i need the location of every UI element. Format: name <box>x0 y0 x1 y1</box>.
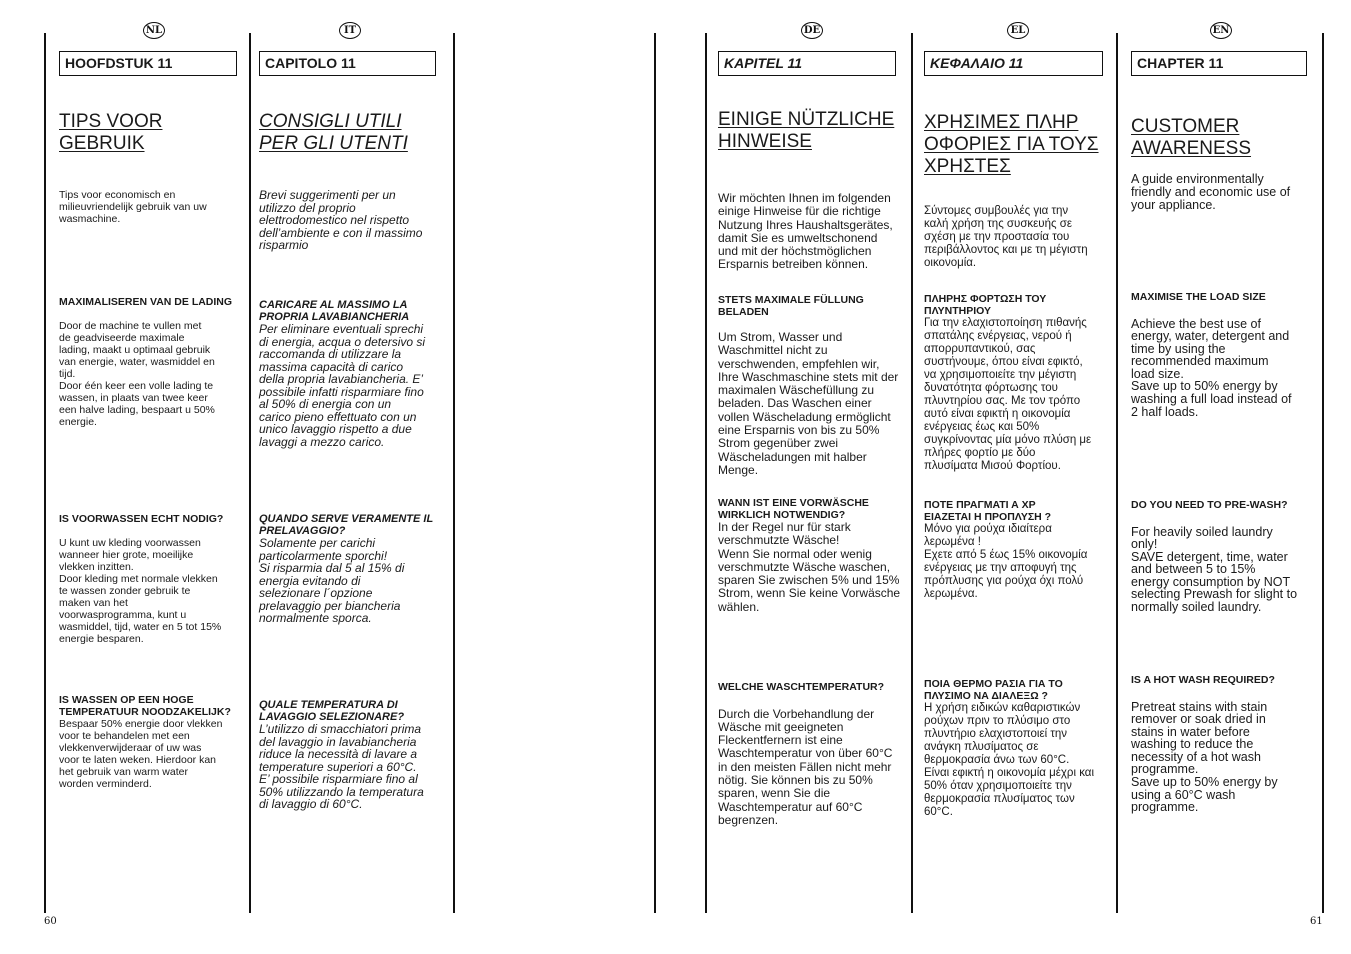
tip-body: Bespaar 50% energie door vlekken voor te behandelen met een vlekkenverwijderaar of uw was voor te laten weken. Hierdoor kan het gebruik van warm water worden verminderd. <box>59 718 223 790</box>
intro-text: A guide environmentally friendly and economic use of your appliance. <box>1131 172 1291 212</box>
column-divider <box>249 33 251 913</box>
tip-body: Solamente per carichi particolarmente sporchi! Si risparmia dal 5 al 15% di energia evitando di selezionare l´opzione prelavaggio per biancheria normalmente sporca. <box>259 536 405 625</box>
chapter-box: CHAPTER 11 <box>1131 51 1307 76</box>
column-divider <box>1322 33 1324 913</box>
column-divider <box>911 33 913 913</box>
tip-heading: ΠΛΗΡΗΣ ΦΟΡΤΩΣΗ ΤΟΥ ΠΛΥΝΤΗΡΙΟΥ <box>924 293 1047 317</box>
tip-section <box>924 500 1087 601</box>
tip-heading: MAXIMALISEREN VAN DE LADING <box>59 296 233 308</box>
tip-body: Η χρήση ειδικών καθαριστικών ρούχων πριν το πλύσιμο στο πλυντήριο ελαχιστοποιεί την ανάγκη πλυσίματος σε θερμοκρασία άνω των 60°C. Είναι εφικτή η οικονομία μέχρι και 50% όταν χρησιμοποιείτε την θερμοκρασία πλυσίματος των 60°C. <box>924 702 1095 818</box>
tip-section <box>259 700 424 811</box>
tip-body: Um Strom, Wasser und Waschmittel nicht zu verschwenden, empfehlen wir, Ihre Waschmaschine stets mit der maximalen Wäschefüllung zu beladen. Das Waschen einer vollen Wäscheladung ermöglicht eine Ersparnis von bis zu 50% Strom gegenüber zwei Wäscheladungen mit halber Menge. <box>718 330 899 477</box>
column-de <box>718 0 910 954</box>
chapter-box: CAPITOLO 11 <box>259 51 436 76</box>
tip-heading: WELCHE WASCHTEMPERATUR? <box>718 681 885 693</box>
tip-section <box>924 679 1094 819</box>
tip-body: Για την ελαχιστοποίηση πιθανής σπατάλης ενέργειας, νερού ή απορρυπαντικού, σας συστήνουμε, όπου είναι εφικτό, να χρησιμοποιείτε την μέγιστη δυνατότητα φόρτωσης του πλυντηρίου σας. Με τον τρόπο αυτό είναι εφικτή η οικονομία ενέργειας έως και 50% συγκρίνοντας μία μόνο πλύση με πλήρες φορτίο με δύο πλυσίματα Μισού Φορτίου. <box>924 317 1092 472</box>
tip-section <box>259 514 433 625</box>
tip-body: Door de machine te vullen met de geadviseerde maximale lading, maakt u optimaal gebruik van energie, water, wasmiddel en tijd. Door één keer een volle lading te wassen, in plaats van twee keer een halve lading, bespaart u 50% energie. <box>59 319 215 428</box>
column-divider <box>705 33 707 913</box>
column-el <box>924 0 1114 954</box>
tip-heading: ΠΟΙΑ ΘΕΡΜΟ ΡΑΣΙΑ ΓΙΑ ΤΟ ΠΛΥΣΙΜΟ ΝΑ ΔΙΑΛΕΞΩ ? <box>924 678 1063 702</box>
tip-body: Μόνο για ρούχα ιδιαίτερα λερωμένα ! Εχετε από 5 έως 15% οικονομία ενέργειας με την αποφυγή της πρόπλυσης για ρούχα όχι πολύ λερωμένα. <box>924 523 1088 600</box>
tip-body: For heavily soiled laundry only! SAVE detergent, time, water and between 5 to 15% energy consumption by NOT selecting Prewash for slight to normally soiled laundry. <box>1131 524 1298 615</box>
tip-section <box>718 295 898 477</box>
language-badge-nl: NL <box>143 22 165 39</box>
section-title: EINIGE NÜTZLICHE HINWEISE <box>718 109 895 152</box>
tip-section <box>1131 675 1278 814</box>
tip-body: L’utilizzo di smacchiatori prima del lavaggio in lavabiancheria riduce la necessità di lavare a temperature superiori a 60°C. E’ possibile risparmiare fino al 50% utilizzando la temperatura di lavaggio di 60°C. <box>259 722 424 811</box>
intro-text: Brevi suggerimenti per un utilizzo del proprio elettrodomestico nel rispetto dell’ambiente e con il massimo risparmio <box>259 188 423 252</box>
tip-body: Durch die Vorbehandlung der Wäsche mit geeigneten Fleckentfernern ist eine Waschtemperatur von über 60°C in den meisten Fällen nicht mehr nötig. Sie können bis zu 50% sparen, wenn Sie die Waschtemperatur auf 60°C begrenzen. <box>718 706 893 827</box>
column-divider <box>1116 33 1118 913</box>
tip-heading: IS VOORWASSEN ECHT NODIG? <box>59 513 224 525</box>
tip-heading: IS WASSEN OP EEN HOGE TEMPERATUUR NOODZAKELIJK? <box>59 694 231 718</box>
column-divider <box>654 33 656 913</box>
column-it <box>259 0 445 954</box>
tip-body: In der Regel nur für stark verschmutzte Wäsche! Wenn Sie normal oder wenig verschmutzte Wäsche waschen, sparen Sie zwischen 5% und 15% Strom, wenn Sie keine Vorwäsche wählen. <box>718 520 901 614</box>
column-en <box>1131 0 1317 954</box>
tip-heading: STETS MAXIMALE FÜLLUNG BELADEN <box>718 294 864 318</box>
column-divider <box>44 33 46 913</box>
page-number-left: 60 <box>44 916 57 927</box>
section-title: ΧΡΗΣΙΜΕΣ ΠΛΗΡ ΟΦΟΡΙΕΣ ΓΙΑ ΤΟΥΣ ΧΡΗΣΤΕΣ <box>924 112 1099 177</box>
page-number-right: 61 <box>1310 916 1323 927</box>
intro-text: Tips voor economisch en milieuvriendelijk gebruik van uw wasmachine. <box>59 189 207 225</box>
tip-heading: ΠΟΤΕ ΠΡΑΓΜΑΤΙ Α ΧΡ ΕΙΑΖΕΤΑΙ Η ΠΡΟΠΛΥΣΗ ? <box>924 499 1052 523</box>
tip-heading: MAXIMISE THE LOAD SIZE <box>1131 291 1266 303</box>
tip-heading: DO YOU NEED TO PRE-WASH? <box>1131 499 1288 511</box>
tip-section <box>59 514 223 645</box>
tip-section <box>259 300 425 448</box>
section-title: CONSIGLI UTILI PER GLI UTENTI <box>259 111 408 154</box>
tip-heading: QUALE TEMPERATURA DI LAVAGGIO SELEZIONARE? <box>259 699 405 723</box>
tip-heading: QUANDO SERVE VERAMENTE IL PRELAVAGGIO? <box>259 513 434 537</box>
language-badge-en: EN <box>1210 22 1232 39</box>
tip-body: U kunt uw kleding voorwassen wanneer hier grote, moeilijke vlekken inzitten. Door kleding met normale vlekken te wassen zonder gebruik te maken van het voorwasprogramma, kunt u wasmiddel, tijd, water en 5 tot 15% energie besparen. <box>59 536 222 645</box>
section-title: TIPS VOOR GEBRUIK <box>59 111 163 154</box>
column-divider <box>453 33 455 913</box>
section-title: CUSTOMER AWARENESS <box>1131 116 1252 159</box>
intro-text: Σύντομες συμβουλές για την καλή χρήση της συσκευής σε σχέση με την προστασία του περιβάλλοντος και με τη μέγιστη οικονομία. <box>924 205 1088 269</box>
tip-heading: CARICARE AL MASSIMO LA PROPRIA LAVABIANCHERIA <box>259 299 410 323</box>
tip-section <box>1131 292 1292 418</box>
chapter-box: KAPITEL 11 <box>718 51 896 76</box>
tip-body: Per eliminare eventuali sprechi di energia, acqua o detersivo si raccomanda di utilizzare la massima capacità di carico della propria lavabiancheria. E’ possibile infatti risparmiare fino al 50% di energia con un carico pieno effettuato con un unico lavaggio rispetto a due lavaggi a mezzo carico. <box>259 322 426 449</box>
tip-section <box>59 695 231 790</box>
language-badge-el: EL <box>1007 22 1029 39</box>
language-badge-it: IT <box>339 22 361 39</box>
tip-section <box>59 297 232 428</box>
intro-text: Wir möchten Ihnen im folgenden einige Hinweise für die richtige Nutzung Ihres Haushaltsgerätes, damit Sie es umweltschonend und mit der höchstmöglichen Ersparnis betreiben können. <box>718 191 893 272</box>
chapter-box: HOOFDSTUK 11 <box>59 51 237 76</box>
language-badge-de: DE <box>801 22 823 39</box>
tip-heading: IS A HOT WASH REQUIRED? <box>1131 674 1275 686</box>
tip-body: Achieve the best use of energy, water, detergent and time by using the recommended maximum load size. Save up to 50% energy by washing a full load instead of 2 half loads. <box>1131 316 1292 419</box>
chapter-box: ΚΕΦΑΛΑΙΟ 11 <box>924 51 1103 76</box>
tip-heading: WANN IST EINE VORWÄSCHE WIRKLICH NOTWENDIG? <box>718 497 869 521</box>
tip-section <box>1131 500 1297 614</box>
column-nl <box>59 0 239 954</box>
tip-body: Pretreat stains with stain remover or soak dried in stains in water before washing to reduce the necessity of a hot wash programme. Save up to 50% energy by using a 60°C wash programme. <box>1131 699 1278 815</box>
tip-section <box>924 294 1091 473</box>
tip-section <box>718 498 900 614</box>
tip-section <box>718 682 892 827</box>
